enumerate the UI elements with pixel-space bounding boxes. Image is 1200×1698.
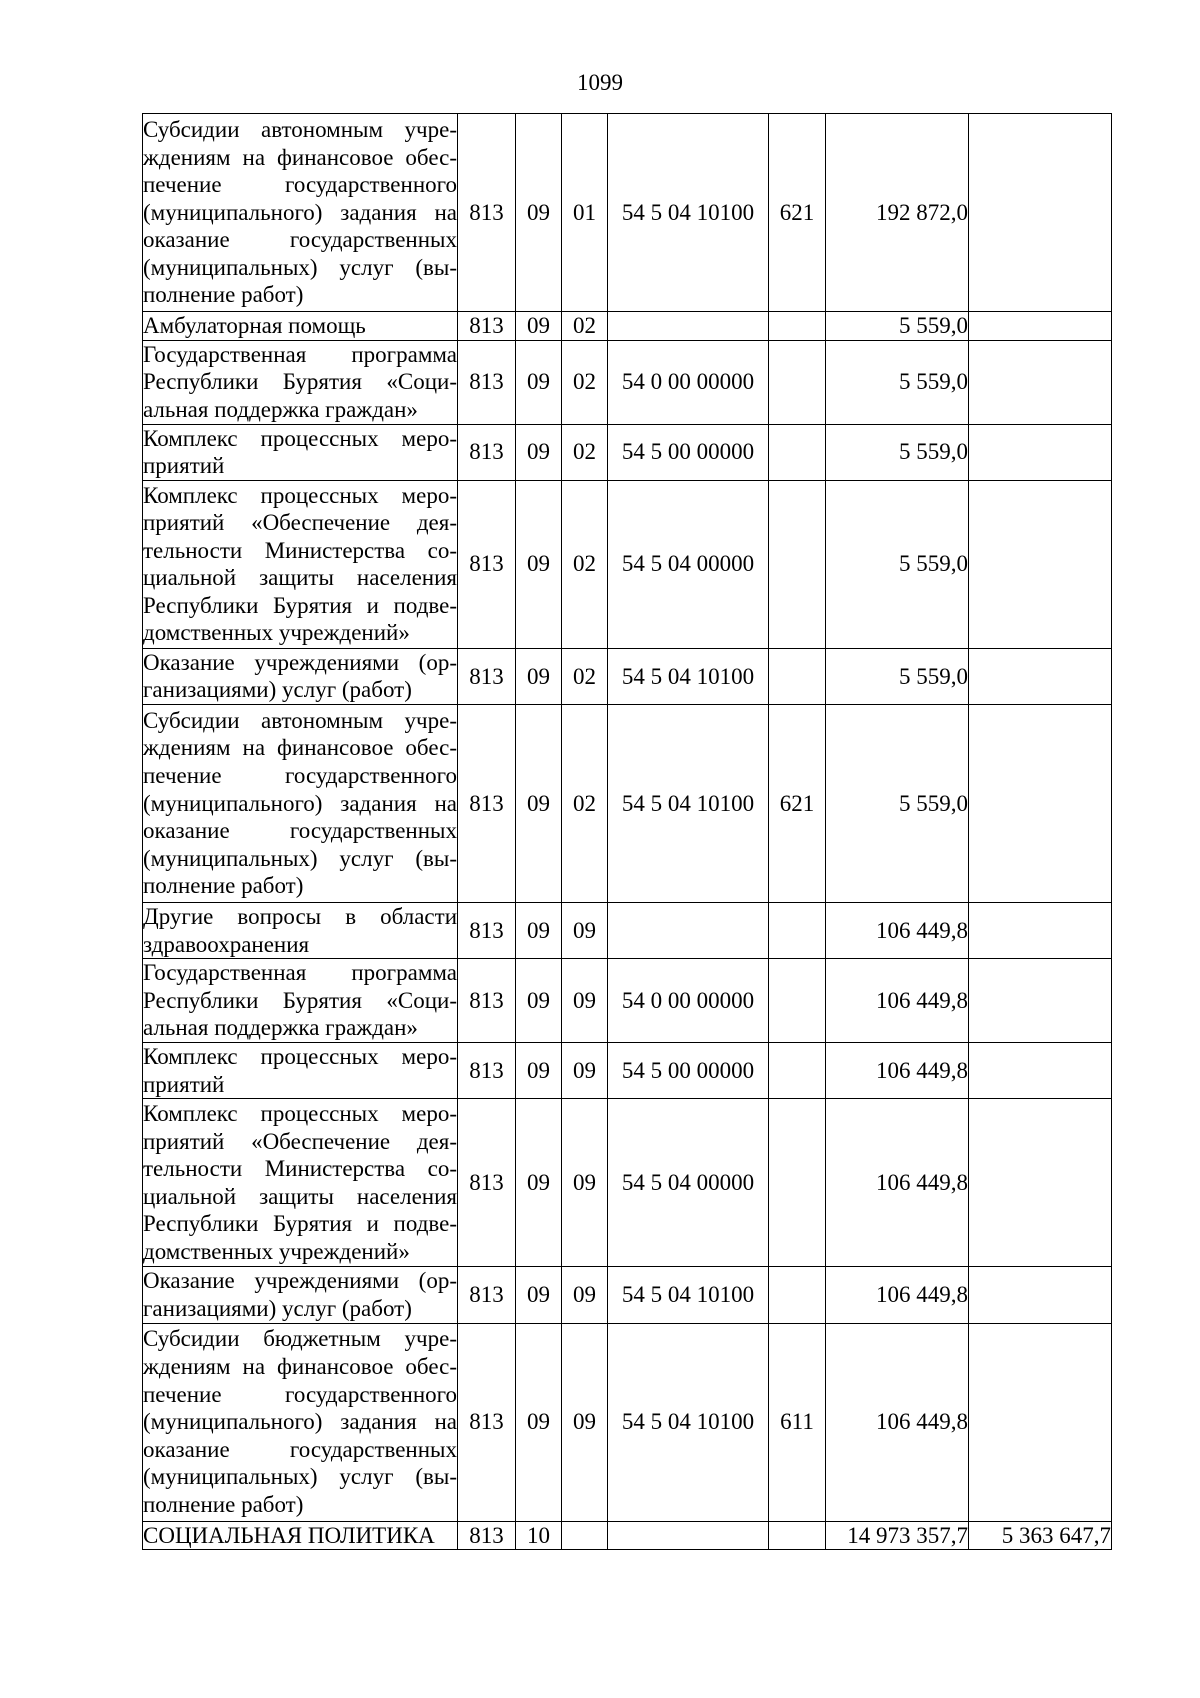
page-number: 1099 xyxy=(577,70,623,95)
row-name: Субсидии автономным учреждениям на финансовое обеспечение государственного (муниципального) задания на оказание государственных (муниципальных) услуг (выполнение работ) xyxy=(143,704,458,902)
row-section-code: 09 xyxy=(516,1267,562,1323)
table-row xyxy=(143,1323,1112,1521)
row-amount-1: 106 449,8 xyxy=(826,959,969,1043)
row-amount-2 xyxy=(969,1043,1112,1099)
row-subsection-code: 02 xyxy=(562,648,608,704)
row-amount-1: 5 559,0 xyxy=(826,480,969,648)
row-name: Государственная программа Республики Бурятия «Социальная поддержка граждан» xyxy=(143,340,458,424)
row-amount-2 xyxy=(969,424,1112,480)
row-target-article-code: 54 0 00 00000 xyxy=(608,340,769,424)
row-section-code: 09 xyxy=(516,114,562,312)
row-amount-2 xyxy=(969,704,1112,902)
row-target-article-code: 54 5 04 10100 xyxy=(608,1323,769,1521)
table-row xyxy=(143,704,1112,902)
row-section-code: 09 xyxy=(516,480,562,648)
row-section-code: 09 xyxy=(516,704,562,902)
row-expense-type-code xyxy=(769,648,826,704)
row-name: Другие вопросы в области здравоохранения xyxy=(143,902,458,958)
row-amount-1: 106 449,8 xyxy=(826,1043,969,1099)
row-target-article-code xyxy=(608,1521,769,1550)
row-grbs-code: 813 xyxy=(458,340,516,424)
row-section-code: 10 xyxy=(516,1521,562,1550)
row-amount-1: 106 449,8 xyxy=(826,1099,969,1267)
row-amount-1: 5 559,0 xyxy=(826,704,969,902)
row-amount-2 xyxy=(969,648,1112,704)
row-section-code: 09 xyxy=(516,1043,562,1099)
row-subsection-code: 02 xyxy=(562,480,608,648)
row-name: Субсидии автономным учреждениям на финансовое обеспечение государственного (муниципального) задания на оказание государственных (муниципальных) услуг (выполнение работ) xyxy=(143,114,458,312)
budget-table-body xyxy=(143,114,1112,1550)
row-target-article-code xyxy=(608,902,769,958)
row-expense-type-code: 611 xyxy=(769,1323,826,1521)
row-name: Комплекс процессных мероприятий xyxy=(143,424,458,480)
row-amount-2 xyxy=(969,902,1112,958)
row-grbs-code: 813 xyxy=(458,1521,516,1550)
row-expense-type-code: 621 xyxy=(769,114,826,312)
row-amount-2 xyxy=(969,1099,1112,1267)
row-subsection-code: 09 xyxy=(562,959,608,1043)
row-expense-type-code xyxy=(769,902,826,958)
table-row xyxy=(143,1043,1112,1099)
row-amount-2 xyxy=(969,114,1112,312)
row-name: Оказание учреждениями (организациями) услуг (работ) xyxy=(143,1267,458,1323)
row-expense-type-code xyxy=(769,312,826,341)
row-expense-type-code xyxy=(769,1521,826,1550)
row-name: Амбулаторная помощь xyxy=(143,312,458,341)
row-grbs-code: 813 xyxy=(458,704,516,902)
table-row xyxy=(143,424,1112,480)
row-expense-type-code: 621 xyxy=(769,704,826,902)
row-amount-2 xyxy=(969,1267,1112,1323)
row-subsection-code: 09 xyxy=(562,1043,608,1099)
table-row xyxy=(143,312,1112,341)
row-expense-type-code xyxy=(769,1043,826,1099)
row-expense-type-code xyxy=(769,1099,826,1267)
row-target-article-code: 54 5 04 00000 xyxy=(608,480,769,648)
row-target-article-code: 54 5 00 00000 xyxy=(608,1043,769,1099)
row-amount-1: 192 872,0 xyxy=(826,114,969,312)
row-section-code: 09 xyxy=(516,340,562,424)
row-section-code: 09 xyxy=(516,424,562,480)
row-target-article-code: 54 5 04 10100 xyxy=(608,648,769,704)
row-target-article-code: 54 5 04 00000 xyxy=(608,1099,769,1267)
row-grbs-code: 813 xyxy=(458,1267,516,1323)
row-grbs-code: 813 xyxy=(458,312,516,341)
row-expense-type-code xyxy=(769,1267,826,1323)
table-row xyxy=(143,648,1112,704)
row-amount-2: 5 363 647,7 xyxy=(969,1521,1112,1550)
row-name: Комплекс процессных мероприятий «Обеспечение деятельности Министерства социальной защиты населения Республики Бурятия и подведомственных учреждений» xyxy=(143,1099,458,1267)
row-subsection-code: 02 xyxy=(562,704,608,902)
row-subsection-code: 09 xyxy=(562,902,608,958)
row-subsection-code xyxy=(562,1521,608,1550)
row-amount-1: 14 973 357,7 xyxy=(826,1521,969,1550)
table-row xyxy=(143,1521,1112,1550)
row-grbs-code: 813 xyxy=(458,959,516,1043)
row-expense-type-code xyxy=(769,424,826,480)
row-subsection-code: 09 xyxy=(562,1267,608,1323)
row-expense-type-code xyxy=(769,480,826,648)
row-section-code: 09 xyxy=(516,1323,562,1521)
row-grbs-code: 813 xyxy=(458,1323,516,1521)
row-name: СОЦИАЛЬНАЯ ПОЛИТИКА xyxy=(143,1521,458,1550)
row-amount-1: 5 559,0 xyxy=(826,424,969,480)
row-subsection-code: 02 xyxy=(562,424,608,480)
row-amount-2 xyxy=(969,480,1112,648)
row-amount-2 xyxy=(969,312,1112,341)
row-grbs-code: 813 xyxy=(458,480,516,648)
row-target-article-code: 54 0 00 00000 xyxy=(608,959,769,1043)
table-row xyxy=(143,340,1112,424)
table-row xyxy=(143,959,1112,1043)
row-grbs-code: 813 xyxy=(458,902,516,958)
row-name: Оказание учреждениями (организациями) услуг (работ) xyxy=(143,648,458,704)
row-amount-1: 5 559,0 xyxy=(826,340,969,424)
row-grbs-code: 813 xyxy=(458,424,516,480)
row-subsection-code: 02 xyxy=(562,312,608,341)
row-amount-1: 5 559,0 xyxy=(826,648,969,704)
row-target-article-code: 54 5 04 10100 xyxy=(608,114,769,312)
row-target-article-code: 54 5 04 10100 xyxy=(608,704,769,902)
table-row xyxy=(143,1267,1112,1323)
row-subsection-code: 02 xyxy=(562,340,608,424)
row-amount-2 xyxy=(969,959,1112,1043)
row-section-code: 09 xyxy=(516,648,562,704)
row-subsection-code: 09 xyxy=(562,1323,608,1521)
table-row xyxy=(143,1099,1112,1267)
row-section-code: 09 xyxy=(516,1099,562,1267)
row-name: Субсидии бюджетным учреждениям на финансовое обеспечение государственного (муниципального) задания на оказание государственных (муниципальных) услуг (выполнение работ) xyxy=(143,1323,458,1521)
row-amount-1: 106 449,8 xyxy=(826,1267,969,1323)
row-section-code: 09 xyxy=(516,902,562,958)
row-amount-2 xyxy=(969,340,1112,424)
table-row xyxy=(143,902,1112,958)
row-expense-type-code xyxy=(769,340,826,424)
row-grbs-code: 813 xyxy=(458,648,516,704)
row-subsection-code: 09 xyxy=(562,1099,608,1267)
row-target-article-code: 54 5 04 10100 xyxy=(608,1267,769,1323)
budget-table xyxy=(142,113,1112,1550)
row-amount-1: 106 449,8 xyxy=(826,1323,969,1521)
row-amount-2 xyxy=(969,1323,1112,1521)
table-row xyxy=(143,114,1112,312)
row-section-code: 09 xyxy=(516,959,562,1043)
row-section-code: 09 xyxy=(516,312,562,341)
row-grbs-code: 813 xyxy=(458,1099,516,1267)
row-name: Комплекс процессных мероприятий «Обеспечение деятельности Министерства социальной защиты населения Республики Бурятия и подведомственных учреждений» xyxy=(143,480,458,648)
row-grbs-code: 813 xyxy=(458,114,516,312)
row-expense-type-code xyxy=(769,959,826,1043)
row-target-article-code: 54 5 00 00000 xyxy=(608,424,769,480)
row-grbs-code: 813 xyxy=(458,1043,516,1099)
row-name: Государственная программа Республики Бурятия «Социальная поддержка граждан» xyxy=(143,959,458,1043)
row-amount-1: 106 449,8 xyxy=(826,902,969,958)
row-amount-1: 5 559,0 xyxy=(826,312,969,341)
table-row xyxy=(143,480,1112,648)
row-name: Комплекс процессных мероприятий xyxy=(143,1043,458,1099)
row-subsection-code: 01 xyxy=(562,114,608,312)
row-target-article-code xyxy=(608,312,769,341)
